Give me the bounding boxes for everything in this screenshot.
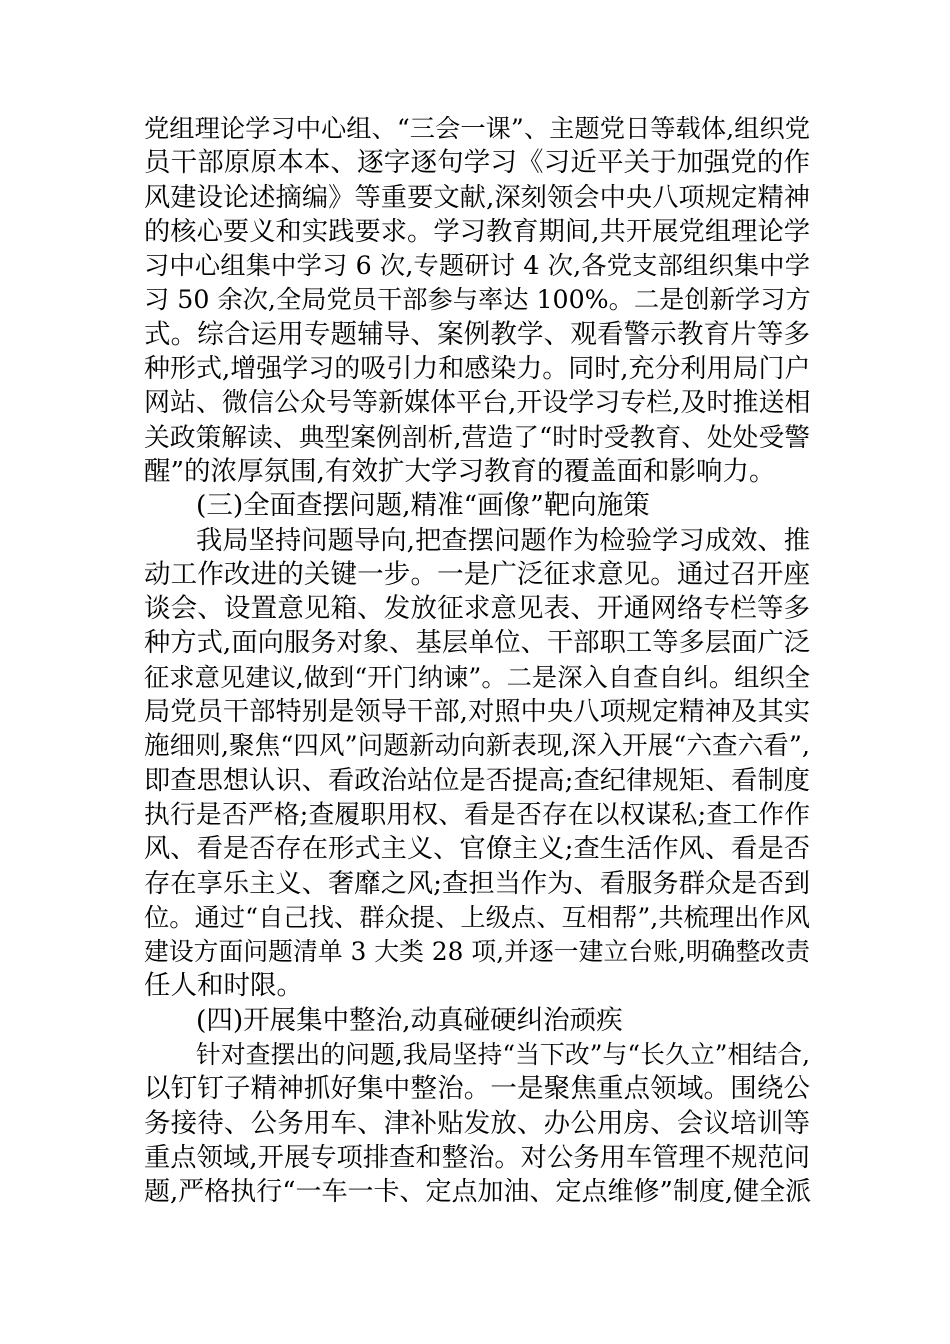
section-heading-4: (四)开展集中整治,动真碰硬纠治顽疾	[196, 1004, 623, 1036]
text-line: 位。通过“自己找、群众提、上级点、互相帮”,共梳理出作风	[144, 902, 810, 932]
paragraph-first-line: 我局坚持问题导向,把查摆问题作为检验学习成效、推	[196, 525, 810, 556]
text-line: 关政策解读、典型案例剖析,营造了“时时受教育、处处受警	[144, 422, 810, 453]
text-line: 征求意见建议,做到“开门纳谏”。二是深入自查自纠。组织全	[144, 662, 810, 692]
text-line: 谈会、设置意见箱、发放征求意见表、开通网络专栏等多	[144, 593, 810, 625]
paragraph-first-line: 针对查摆出的问题,我局坚持“当下改”与“长久立”相结合,	[196, 1040, 810, 1070]
text-line: 重点领域,开展专项排查和整治。对公务用车管理不规范问	[144, 1142, 810, 1173]
text-line: 式。综合运用专题辅导、案例教学、观看警示教育片等多	[144, 318, 810, 350]
text-line: 局党员干部特别是领导干部,对照中央八项规定精神及其实	[144, 697, 810, 728]
text-line: 存在享乐主义、奢靡之风;查担当作为、看服务群众是否到	[144, 868, 810, 899]
text-line: 施细则,聚焦“四风”问题新动向新表现,深入开展“六查六看”,	[144, 731, 810, 762]
text-line: 风、看是否存在形式主义、官僚主义;查生活作风、看是否	[144, 834, 810, 865]
text-line: 任人和时限。	[144, 970, 303, 1002]
text-line: 的核心要义和实践要求。学习教育期间,共开展党组理论学	[144, 216, 810, 247]
text-line: 种形式,增强学习的吸引力和感染力。同时,充分利用局门户	[144, 354, 811, 385]
text-line: 党组理论学习中心组、“三会一课”、主题党日等载体,组织党	[144, 114, 810, 143]
text-line: 题,严格执行“一车一卡、定点加油、定点维修”制度,健全派	[144, 1177, 812, 1208]
text-line: 醒”的浓厚氛围,有效扩大学习教育的覆盖面和影响力。	[144, 455, 776, 487]
text-line: 种方式,面向服务对象、基层单位、干部职工等多层面广泛	[144, 628, 810, 659]
text-line: 即查思想认识、看政治站位是否提高;查纪律规矩、看制度	[144, 765, 810, 796]
text-line: 执行是否严格;查履职用权、看是否存在以权谋私;查工作作	[144, 799, 810, 830]
text-line: 网站、微信公众号等新媒体平台,开设学习专栏,及时推送相	[144, 388, 811, 419]
text-line: 员干部原原本本、逐字逐句学习《习近平关于加强党的作	[144, 147, 810, 179]
text-line: 风建设论述摘编》等重要文献,深刻领会中央八项规定精神	[144, 182, 810, 213]
document-body	[144, 112, 810, 1210]
text-line: 习 50 余次,全局党员干部参与率达 100%。二是创新学习方	[144, 285, 811, 315]
text-line: 务接待、公务用车、津补贴发放、办公用房、会议培训等	[144, 1107, 810, 1139]
text-line: 习中心组集中学习 6 次,专题研讨 4 次,各党支部组织集中学	[144, 251, 810, 281]
text-line: 动工作改进的关键一步。一是广泛征求意见。通过召开座	[144, 558, 810, 590]
text-line: 以钉钉子精神抓好集中整治。一是聚焦重点领域。围绕公	[144, 1073, 810, 1105]
text-line: 建设方面问题清单 3 大类 28 项,并逐一建立台账,明确整改责	[144, 937, 810, 967]
section-heading-3: (三)全面查摆问题,精准“画像”靶向施策	[196, 490, 650, 522]
